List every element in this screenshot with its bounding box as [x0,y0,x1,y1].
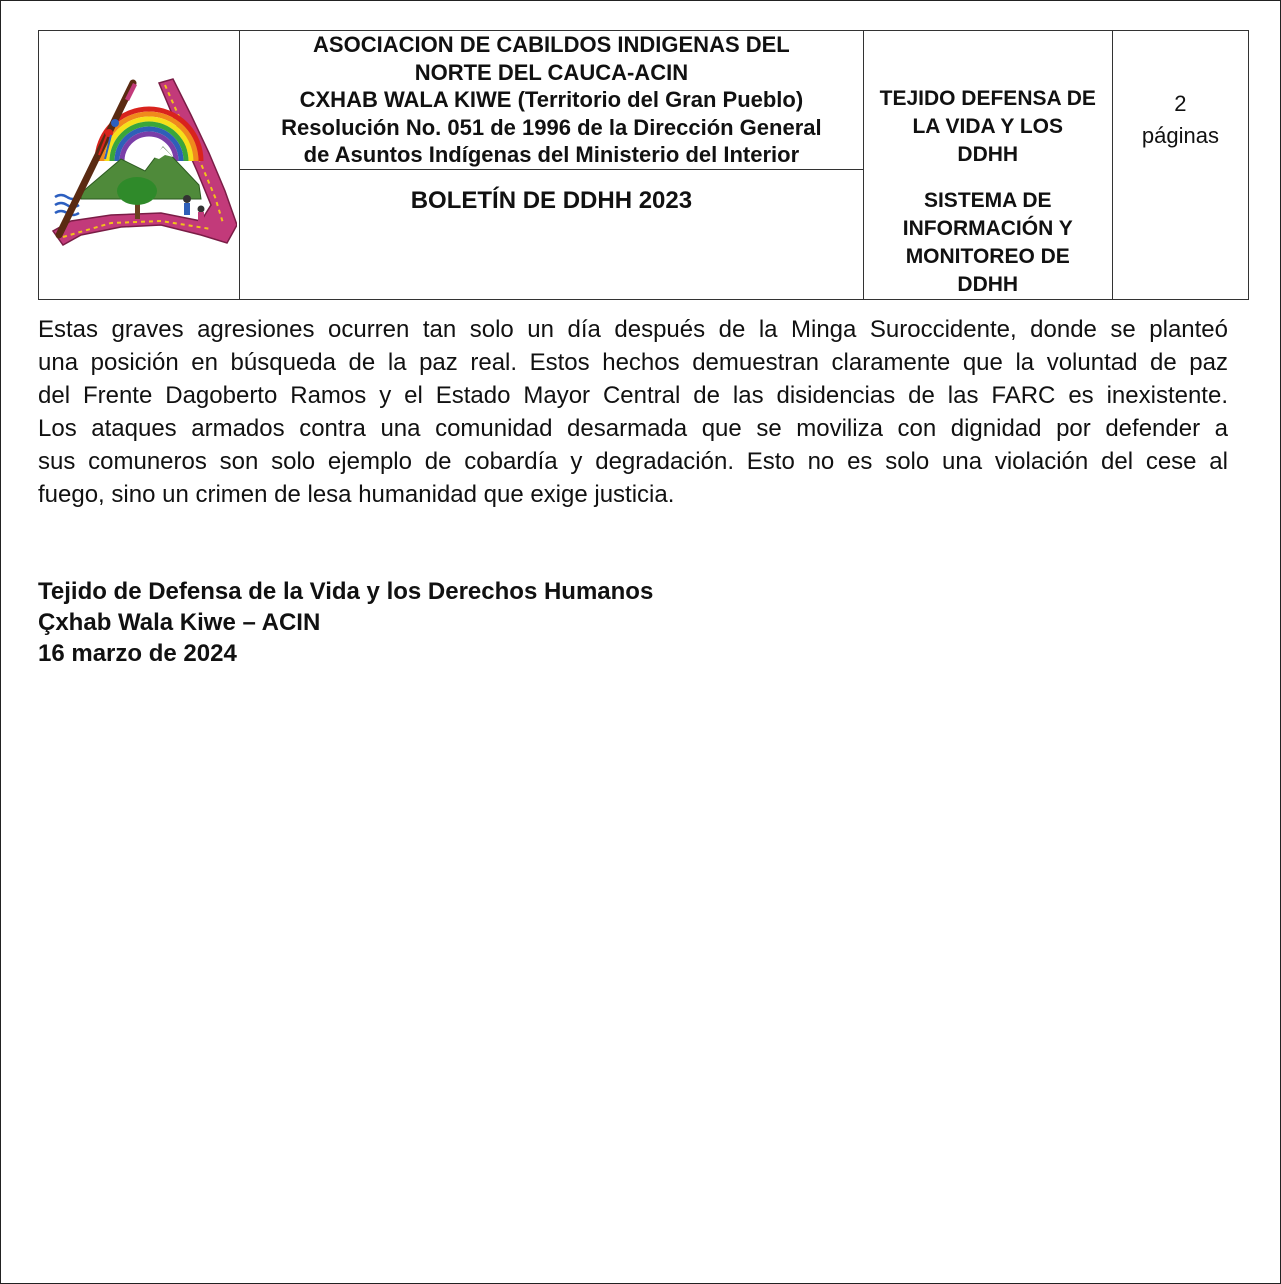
pages-cell [1112,31,1248,300]
paragraph-line: Los ataques armados contra una comunidad desarmada que se moviliza con dignidad por defender a [38,415,1228,442]
org-line: NORTE DEL CAUCA-ACIN [414,59,689,85]
org-line: ASOCIACION DE CABILDOS INDIGENAS DEL [313,32,790,57]
document-header-table [38,30,1249,300]
sistema-line: DDHH [957,273,1019,296]
tejido-line: LA VIDA Y LOS [912,115,1064,138]
signature-organization: Tejido de Defensa de la Vida y los Derechos Humanos [38,578,654,605]
org-line: de Asuntos Indígenas del Ministerio del Interior [303,142,800,167]
signature-entity: Çxhab Wala Kiwe – ACIN [38,609,321,636]
paragraph-line: una posición en búsqueda de la paz real. Estos hechos demuestran claramente que la voluntad de paz [38,349,1228,376]
sistema-line: MONITOREO DE [905,245,1070,268]
organization-cell [240,31,864,170]
sistema-line: INFORMACIÓN Y [902,217,1073,240]
tejido-cell [863,31,1112,170]
bulletin-cell [240,169,864,300]
body-paragraph [38,313,1228,511]
pages-label: páginas [1141,123,1219,148]
sistema-cell [863,169,1112,300]
tejido-line: TEJIDO DEFENSA DE [879,87,1096,110]
paragraph-line: Estas graves agresiones ocurren tan solo un día después de la Minga Suroccidente, donde se planteó [38,316,1228,343]
paragraph-line: sus comuneros son solo ejemplo de cobardía y degradación. Esto no es solo una violación del cese al [38,448,1228,475]
tejido-line: DDHH [957,143,1019,166]
sistema-line: SISTEMA DE [923,189,1052,212]
paragraph-line: del Frente Dagoberto Ramos y el Estado Mayor Central de las disidencias de las FARC es inexistente. [38,382,1228,409]
signature-block [38,576,653,669]
pages-number: 2 [1174,91,1187,116]
org-line: CXHAB WALA KIWE (Territorio del Gran Pueblo) [299,87,804,112]
acin-emblem-icon [41,75,237,255]
bulletin-title: BOLETÍN DE DDHH 2023 [410,186,693,214]
org-line: Resolución No. 051 de 1996 de la Dirección General [281,114,822,140]
signature-date: 16 marzo de 2024 [38,640,237,667]
paragraph-line: fuego, sino un crimen de lesa humanidad que exige justicia. [38,481,675,508]
logo-cell [39,31,240,300]
